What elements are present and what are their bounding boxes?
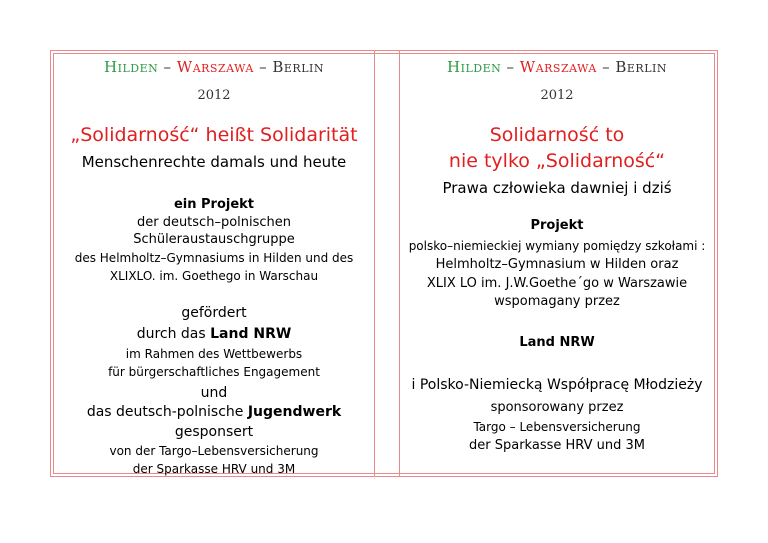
cities-heading: [404, 58, 710, 78]
sponsored-label: sponsorowany przez: [490, 400, 624, 416]
frame-line-2: für bürgerschaftliches Engagement: [108, 365, 320, 380]
subtitle: Menschenrechte damals und heute: [81, 153, 347, 172]
city-hilden: Hilden: [104, 58, 159, 76]
project-line-2: Helmholtz–Gymnasium w Hilden oraz: [435, 256, 679, 272]
subtitle: Prawa człowieka dawniej i dziś: [442, 178, 672, 197]
city-berlin: Berlin: [615, 58, 667, 76]
city-hilden: Hilden: [447, 58, 502, 76]
pnwm-line: i Polsko-Niemiecką Współpracę Młodzieży: [411, 377, 703, 394]
frame-line-1: im Rahmen des Wettbewerbs: [125, 346, 303, 361]
column-divider-right: [399, 50, 400, 477]
sponsor-line-2: der Sparkasse HRV und 3M: [132, 462, 296, 477]
jugendwerk: Jugendwerk: [247, 404, 342, 421]
sponsored-label: gesponsert: [174, 424, 254, 441]
sponsor-line-1: von der Targo–Lebensversicherung: [109, 443, 319, 458]
city-berlin: Berlin: [272, 58, 324, 76]
city-warszawa: Warszawa: [176, 58, 254, 76]
sponsor-line-1: Targo – Lebensversicherung: [473, 420, 641, 435]
sponsor-line-2: der Sparkasse HRV und 3M: [469, 437, 645, 453]
project-label: Projekt: [530, 218, 584, 234]
project-line-1: polsko–niemieckiej wymiany pomiędzy szkołami :: [408, 239, 706, 254]
dash: –: [253, 58, 273, 76]
and-word: und: [200, 384, 228, 401]
dash: –: [158, 58, 177, 76]
cities-heading: [56, 58, 372, 78]
through-text: durch das: [136, 325, 211, 342]
funded-by: [56, 325, 372, 343]
title: „Solidarność“ heißt Solidarität: [70, 124, 358, 147]
year: 2012: [540, 87, 574, 103]
column-divider-left: [374, 50, 375, 477]
funded-label: gefördert: [181, 305, 247, 322]
land-nrw: Land NRW: [210, 325, 292, 342]
project-line-2: des Helmholtz–Gymnasiums in Hilden und des: [74, 251, 354, 266]
city-warszawa: Warszawa: [519, 58, 597, 76]
project-line-3: XLIX LO im. J.W.Goethe´go w Warszawie: [426, 275, 688, 291]
dpjw-line: [56, 403, 372, 421]
dpjw-prefix: das deutsch-polnische: [86, 404, 248, 421]
title-line-2: nie tylko „Solidarność“: [448, 150, 666, 173]
project-line-1: der deutsch–polnischen Schüleraustauschgruppe: [133, 215, 295, 248]
project-label: ein Projekt: [173, 196, 255, 212]
land-nrw: Land NRW: [519, 335, 595, 351]
year: 2012: [197, 87, 231, 103]
supported-label: wspomagany przez: [494, 294, 620, 310]
dash: –: [596, 58, 616, 76]
project-line-3: XLIXLO. im. Goethego in Warschau: [109, 268, 319, 283]
german-panel: [56, 56, 372, 478]
polish-panel: [404, 56, 710, 455]
title-line-1: Solidarność to: [489, 124, 625, 147]
dash: –: [501, 58, 520, 76]
